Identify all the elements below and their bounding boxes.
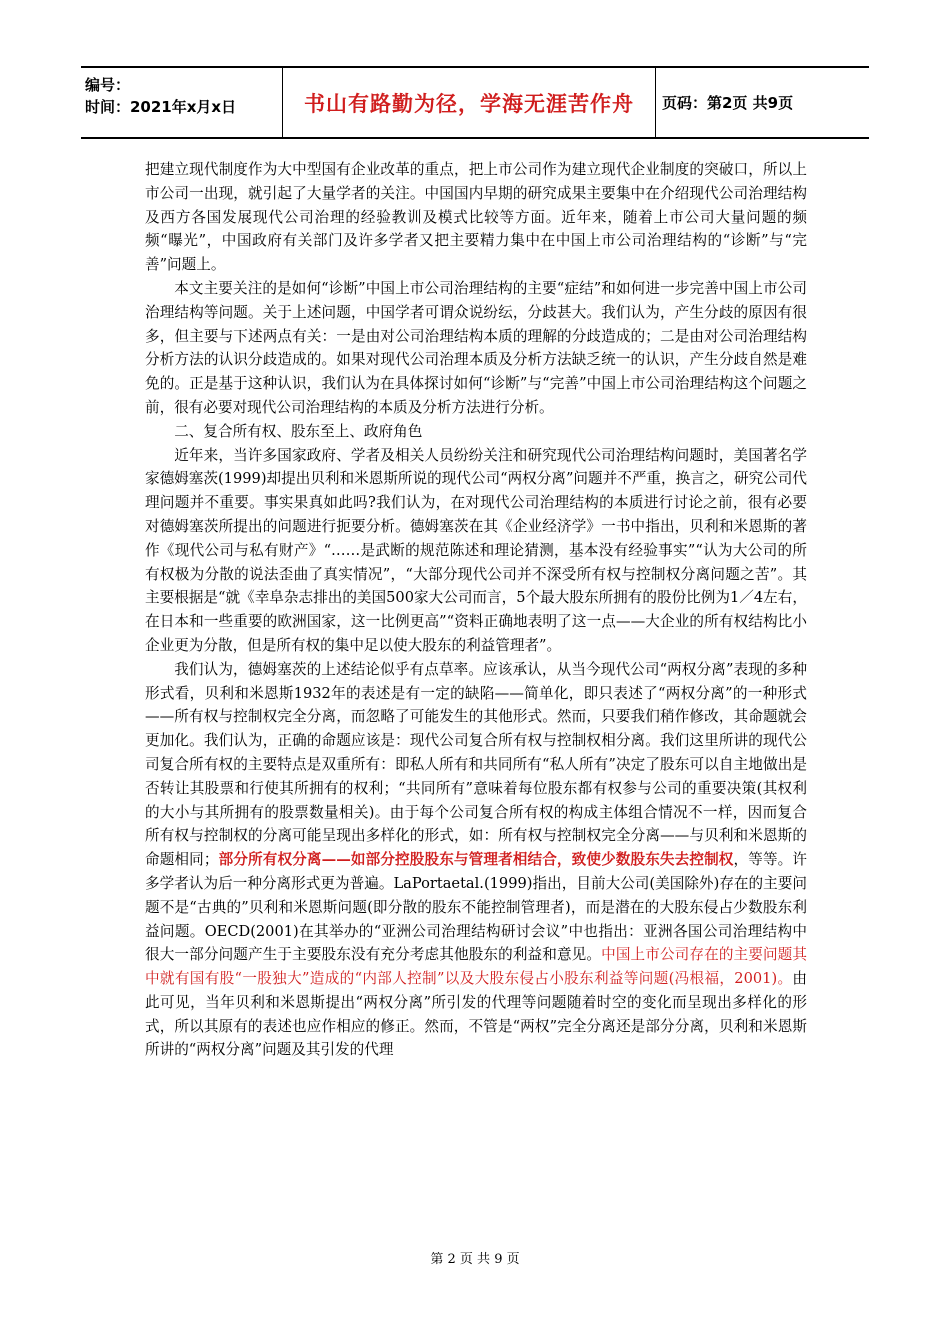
document-number: 编号：	[85, 76, 131, 94]
paragraph-4-text-b: ，等等。许多学者认为后一种分离形式更为普遍。LaPortaetal.(1999)指出，目前大公司(美国除外)存在的主要问题不是“古典的”贝利和米恩斯问题(即分散的股东不能控制管理者)，而是潜在的大股东侵占少数股东利益问题。OECD(2001)在其举办的“亚洲公司治理结构研讨会议”中也指出：亚洲各国公司治理结构中很大一部分问题产生于主要股东没有充分考虑其他股东的利益和意见。	[145, 851, 807, 964]
highlight-red: 中国上市公司存在的主要问题其中就有国有股“一股独大”造成的“内部人控制”以及大股东侵占小股东利益等问题(冯根福，2001)。	[145, 946, 807, 988]
paragraph-1: 把建立现代制度作为大中型国有企业改革的重点，把上市公司作为建立现代企业制度的突破口，所以上市公司一出现，就引起了大量学者的关注。中国国内早期的研究成果主要集中在介绍现代公司治理结构及西方各国发展现代公司治理的经验教训及模式比较等方面。近年来，随着上市公司大量问题的频频“曝光”，中国政府有关部门及许多学者又把主要精力集中在中国上市公司治理结构的“诊断”与“完善”问题上。	[145, 161, 807, 274]
document-time: 时间：2021年x月x日	[85, 98, 237, 116]
paragraph-3: 近年来，当许多国家政府、学者及相关人员纷纷关注和研究现代公司治理结构问题时，美国著名学家德姆塞茨(1999)却提出贝利和米恩斯所说的现代公司“两权分离”问题并不严重，换言之，研究公司代理问题并不重要。事实果真如此吗?我们认为，在对现代公司治理结构的本质进行讨论之前，很有必要对德姆塞茨所提出的问题进行扼要分析。德姆塞茨在其《企业经济学》一书中指出，贝利和米恩斯的著作《现代公司与私有财产》“……是武断的规范陈述和理论猜测，基本没有经验事实”“认为大公司的所有权极为分散的说法歪曲了真实情况”，“大部分现代公司并不深受所有权与控制权分离问题之苦”。其主要根据是“就《幸阜杂志排出的美国500家大公司而言，5个最大股东所拥有的股份比例为1／4左右，在日本和一些重要的欧洲国家，这一比例更高”“资料正确地表明了这一点——大企业的所有权结构比小企业更为分散，但是所有权的集中足以使大股东的利益管理者”。	[145, 446, 807, 654]
page-header	[81, 66, 869, 139]
paragraph-4-text-a: 我们认为，德姆塞茨的上述结论似乎有点草率。应该承认，从当今现代公司“两权分离”表现的多种形式看，贝利和米恩斯1932年的表述是有一定的缺陷——简单化，即只表述了“两权分离”的一种形式——所有权与控制权完全分离，而忽略了可能发生的其他形式。然而，只要我们稍作修改，其命题就会更加化。我们认为，正确的命题应该是：现代公司复合所有权与控制权相分离。我们这里所讲的现代公司复合所有权的主要特点是双重所有：即私人所有和共同所有“私人所有”决定了股东可以自主地做出是否转让其股票和行使其所拥有的权利；“共同所有”意味着每位股东都有权参与公司的重要决策(其权利的大小与其所拥有的股票数量相关)。由于每个公司复合所有权的构成主体组合情况不一样，因而复合所有权与控制权的分离可能呈现出多样化的形式，如：所有权与控制权完全分离——与贝利和米恩斯的命题相同；	[145, 660, 807, 869]
header-page-number: 页码：第2页 共9页	[662, 94, 794, 112]
paragraph-4	[145, 658, 807, 1063]
header-meta	[81, 68, 283, 137]
page-footer: 第 2 页 共 9 页	[430, 1252, 520, 1267]
highlight-bold-red: 部分所有权分离——如部分控股股东与管理者相结合，致使少数股东失去控制权	[218, 851, 734, 869]
paragraph-2: 本文主要关注的是如何“诊断”中国上市公司治理结构的主要“症结”和如何进一步完善中国上市公司治理结构等问题。关于上述问题，中国学者可谓众说纷纭，分歧甚大。我们认为，产生分歧的原因有很多，但主要与下述两点有关：一是由对公司治理结构本质的理解的分歧造成的；二是由对公司治理结构分析方法的认识分歧造成的。如果对现代公司治理本质及分析方法缺乏统一的认识，产生分歧自然是难免的。正是基于这种认识，我们认为在具体探讨如何“诊断”与“完善”中国上市公司治理结构这个问题之前，很有必要对现代公司治理结构的本质及分析方法进行分析。	[145, 279, 807, 416]
paragraph-4-text-c: 由此可见，当年贝利和米恩斯提出“两权分离”所引发的代理等问题随着时空的变化而呈现出多样化的形式，所以其原有的表述也应作相应的修正。然而，不管是“两权”完全分离还是部分分离，贝利和米恩斯所讲的“两权分离”问题及其引发的代理	[145, 970, 807, 1059]
document-body	[145, 158, 807, 1062]
section-heading: 二、复合所有权、股东至上、政府角色	[174, 422, 423, 440]
header-motto: 书山有路勤为径，学海无涯苦作舟	[283, 68, 656, 137]
